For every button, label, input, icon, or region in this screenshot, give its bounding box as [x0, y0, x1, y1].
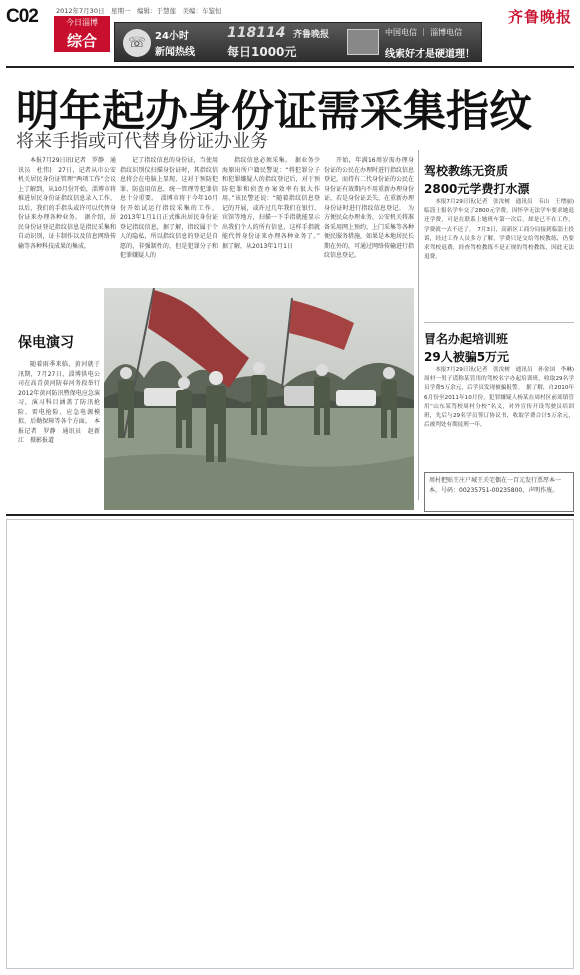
section-name: 综合: [66, 32, 97, 50]
story1-title: 驾校教练无资质: [424, 164, 509, 178]
article-text: 指纹信息必须采集。 据业务少海原出所户籍民警说：“将犯罪分子和犯罪嫌疑人的指纹登记后，对于预防犯罪和侦查办案效率有很大作用。”该民警还说：“随着指纹信息登记的开展，或许过几年我们在银行、宾馆等地方，扫描一下手指就能显示出我们个人的所有信息，这样手指就能代替身份证来办理各种业务了。” 据了解，从2013年1月1日: [222, 157, 320, 250]
story2-text: 本报7月29日讯(记者 张汝树 通讯员 孙金国 李琳) 周村一男子谎称某管用的驾校名字办起培训班，收取29名学员学费5万余元，后学员发现被骗报警。 据了解，自2010年6月份至2011年10月份，犯罪嫌疑人杨某在周村区前郊镇管用“山东某驾校周村分校”名义，对外宣传开设驾驶员培训班，先后与29名学员签订协议书，收取学费合计5万余元，后被判处有期徒刑一年。: [424, 367, 574, 429]
masthead-rule: [6, 66, 574, 68]
article-column-2: [120, 156, 218, 282]
ad-daily-prize: 每日1000元: [227, 45, 297, 59]
drill-photo-illustration: [104, 288, 414, 510]
lost-notice-box: 周村把贴王庄户城王关宅偶在一百元发行票厚本一本，号码：00235751-00235800，声明作废。: [424, 472, 574, 512]
section-tag: [54, 16, 110, 52]
story1-body: [424, 198, 574, 316]
ad-slogan: 线索好才是硬道理！: [385, 49, 475, 60]
hotline-ad-banner: [114, 22, 482, 62]
date-editor-line: 2012年7月30日 星期一 编辑：于慧莲 美编：车鉴恒: [56, 7, 222, 15]
section-subtitle: 今日淄博: [66, 18, 98, 27]
ad-hotline-label: 新闻热线: [155, 47, 195, 58]
side-story-text: 随着雨季来临，黄河就于汛期，7月27日，淄博供电公司在高青黄河防春河务段举行2012年黄河防汛暨保电应急演习，演习科目涵盖了防汛抢险、雷电抢险、应急电源模拟、后勤保障等各个方面。 本报记者 罗静 通讯员 赵新江 摄影报道: [18, 361, 100, 444]
column-divider: [418, 150, 419, 500]
ad-hotline-number: 118114: [227, 25, 286, 41]
story-divider: [424, 322, 574, 323]
ad-hotline-hours: 24小时: [155, 31, 189, 42]
story2-body: [424, 366, 574, 468]
masthead: [0, 0, 580, 66]
article-column-3: [222, 156, 320, 282]
main-headline: 明年起办身份证需采集指纹: [16, 87, 532, 137]
article-column-1: [18, 156, 116, 282]
newspaper-brand: 齐鲁晚报: [507, 8, 572, 26]
story1-subtitle: 2800元学费打水漂: [424, 182, 530, 196]
blank-page-area: [6, 519, 574, 969]
side-story-body: [18, 360, 100, 460]
card-icon: [347, 29, 379, 55]
ad-telecom-logo: 中国电信 ｜ 淄博电信: [385, 28, 463, 37]
main-subheadline: 将来手指或可代替身份证办业务: [16, 131, 268, 152]
story2-subtitle: 29人被骗5万元: [424, 350, 510, 364]
news-photo-drill: [104, 288, 414, 510]
ad-newspaper-logo: 齐鲁晚报: [293, 30, 330, 40]
article-text: 开始，年满16周岁需办理身份证的公民在办理时进行指纹信息登记，而持有二代身份证的公民在身份证有效期内不用重新办理身份证，若是身份证丢失，在重新办理身份证时进行指纹信息登记。 为方便民众办理业务，公安机关将准备采用网上预约、上门采集等各种便民服务措施，如果是本地居民长期在外的，可通过网络传输进行指纹信息登记。: [324, 157, 414, 259]
side-story-title: 保电演习: [18, 335, 74, 351]
article-text: 记了指纹信息的身份证，当使用指纹识别仪扫描身份证时，其指纹信息将会在电脑上显现，这对于预防犯罪、防盗用信息，统一管理等犯罪信息十分重要。 淄博市将于今年10月份开始试运行指纹采集的工作，2013年1月1日正式推出居民身份证登记指纹信息，据了解，指纹属于个人的隐私，所以指纹信息的登记是自愿的，非强制性的，但是犯罪分子和犯罪嫌疑人的: [120, 157, 218, 259]
story2-title: 冒名办起培训班: [424, 332, 509, 346]
phone-icon: ☏: [123, 29, 151, 57]
article-text: 本报7月29日讯(记者 罗静 通讯员 杜伟) 27日，记者从市公安机关居民身份证管理“两项工作”会议上了解到，从10月份开始，淄博市将推进居民身份证指纹信息录入工作，以后，我们的手指头或许可以代替身份证来办理各种业务。 据介绍，居民身份证登记指纹信息是指民采集和自动识别，证卡制作以及信息网络传输等各种科技成果的集成。: [18, 157, 116, 250]
story1-text: 本报7月29日讯(记者 张汝树 通讯员 韦山 王增丽) 临淄士报名学车交了2800元学费，因怀孕无法学车要求她退还学费，可是在联系上她班车第一次后，却是已不在工作，学费就一去不还了。 7月3日，高新区工商分局接到临淄士投诉，经过工作人员多方了解，学费只是交给驾校教练，仍要求驾校退费，经查驾校教练不是正规的驾校教练，因此无法退费。: [424, 199, 574, 261]
page-number: C02: [6, 6, 38, 27]
article-column-4: [324, 156, 414, 282]
bottom-rule: [6, 514, 574, 516]
